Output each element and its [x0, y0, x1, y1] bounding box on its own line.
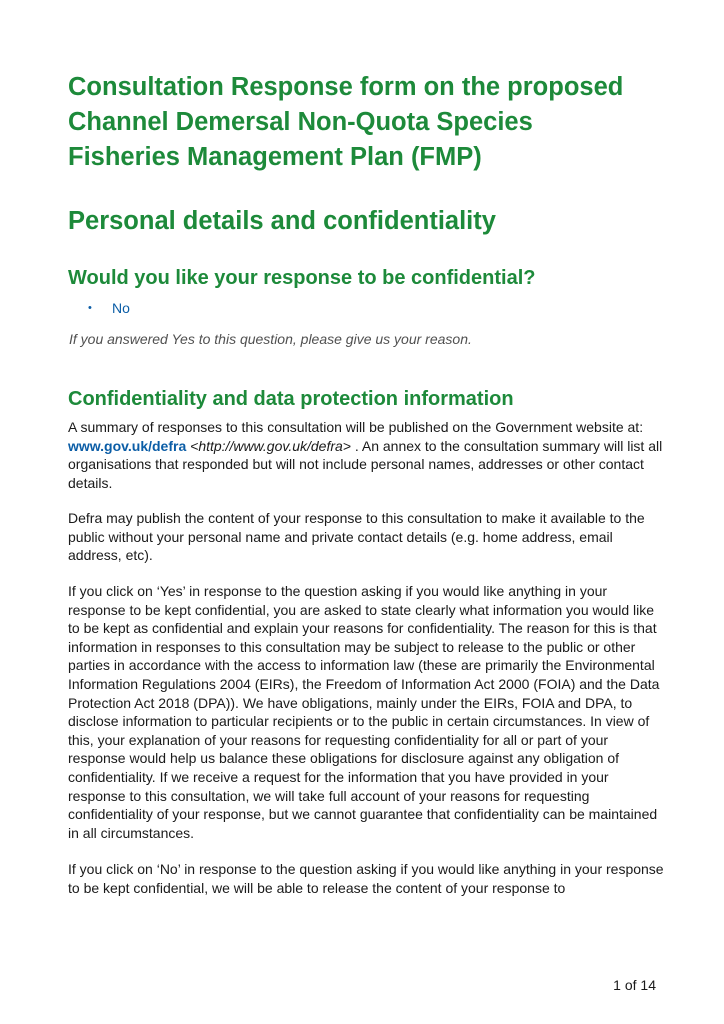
yes-confidential-paragraph: If you click on ‘Yes’ in response to the question asking if you would like anything in your response to be kept confidential, you are asked to state clearly what information you would like to be kept as confidential and explain your reasons for confidentiality. The reason for this is that information in responses to this consultation may be subject to release to the public or other parties in accordance with the access to information law (these are primarily the Environmental Information Regulations 2004 (EIRs), the Freedom of Information Act 2000 (FOIA) and the Data Protection Act 2018 (DPA)). We have obligations, mainly under the EIRs, FOIA and DPA, to disclose information to particular recipients or to the public in certain circumstances. In view of this, your explanation of your reasons for requesting confidentiality for all or part of your response would help us balance these obligations for disclosure against any obligation of confidentiality. If we receive a request for the information that you have provided in your response to this consultation, we will take full account of your reasons for requesting confidentiality of your response, but we cannot guarantee that confidentiality can be maintained in all circumstances.: [68, 583, 660, 841]
bullet-icon: •: [88, 302, 92, 314]
reason-note: If you answered Yes to this question, please give us your reason.: [69, 331, 472, 347]
summary-paragraph: [68, 418, 668, 492]
defra-link[interactable]: www.gov.uk/defra: [68, 437, 187, 454]
answer-value: No: [112, 300, 130, 316]
title-line: Channel Demersal Non-Quota Species: [68, 108, 533, 136]
publish-paragraph: Defra may publish the content of your response to this consultation to make it available to the public without your personal name and private contact details (e.g. home address, email address, etc).: [68, 510, 645, 564]
personal-details-heading: Personal details and confidentiality: [68, 207, 496, 235]
answer-list: [88, 298, 130, 318]
data-protection-heading: Confidentiality and data protection information: [68, 388, 514, 410]
no-confidential-paragraph: If you click on ‘No’ in response to the question asking if you would like anything in your response to be kept confidential, we will be able to release the content of your response to: [68, 861, 664, 896]
page-number: 1 of 14: [613, 977, 656, 993]
confidential-question-heading: Would you like your response to be confidential?: [68, 267, 536, 289]
document-title: [68, 70, 668, 175]
title-line: Fisheries Management Plan (FMP): [68, 143, 482, 171]
paragraph-text: . An annex to the consultation summary will list all organisations that responded but will not include personal names, addresses or other contact details.: [68, 437, 663, 491]
paragraph-text: A summary of responses to this consultation will be published on the Government website at:: [68, 419, 644, 435]
title-line: Consultation Response form on the proposed: [68, 73, 624, 101]
url-text: <http://www.gov.uk/defra>: [186, 437, 351, 454]
list-item: [88, 298, 130, 318]
